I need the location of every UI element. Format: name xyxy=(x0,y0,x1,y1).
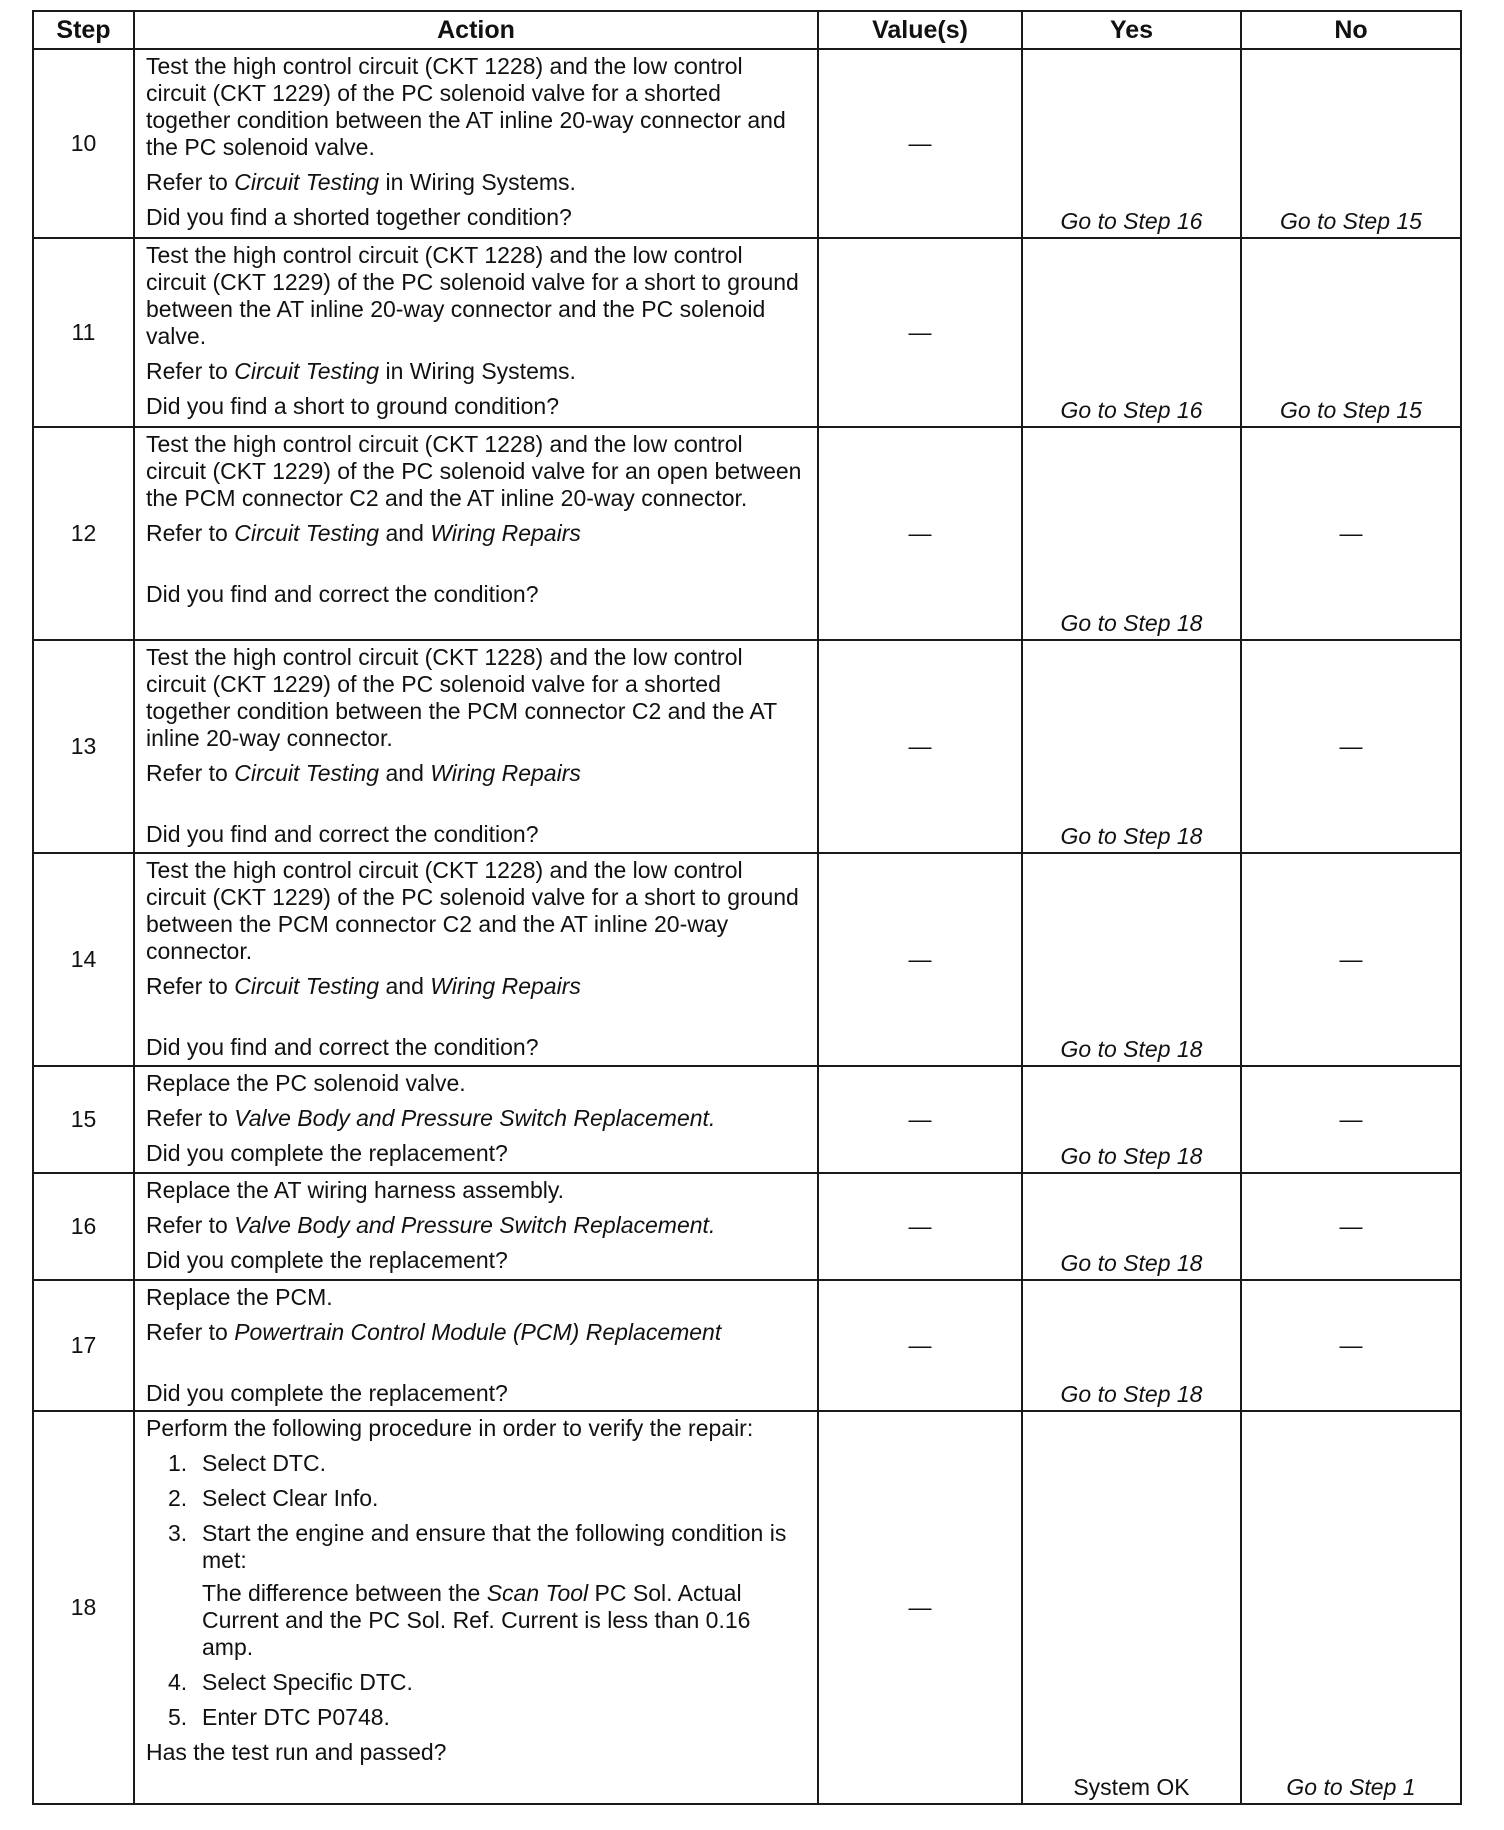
action-test-text: Replace the PCM. xyxy=(146,1284,333,1310)
action-test-text: Test the high control circuit (CKT 1228) and the low control circuit (CKT 1229) of the PC solenoid valve for a shorted together condition between the AT inline 20-way connector and the PC solenoid valve. xyxy=(146,53,786,160)
step-number: 12 xyxy=(33,427,134,640)
value-cell: — xyxy=(818,1066,1022,1173)
table-row xyxy=(33,49,1461,238)
table-row xyxy=(33,640,1461,853)
no-cell: Go to Step 15 xyxy=(1241,49,1461,238)
yes-cell: Go to Step 18 xyxy=(1022,853,1241,1066)
no-cell: Go to Step 1 xyxy=(1241,1411,1461,1804)
action-refer-text: Refer to Circuit Testing and Wiring Repairs xyxy=(146,973,581,999)
yes-cell: Go to Step 16 xyxy=(1022,49,1241,238)
yes-cell: Go to Step 18 xyxy=(1022,1066,1241,1173)
action-cell xyxy=(134,1411,818,1804)
action-question: Did you find a short to ground condition? xyxy=(146,393,559,419)
action-cell xyxy=(134,238,818,427)
value-cell: — xyxy=(818,853,1022,1066)
action-test-text: Replace the PC solenoid valve. xyxy=(146,1070,466,1096)
action-question: Did you find a shorted together condition? xyxy=(146,204,572,230)
table-row xyxy=(33,238,1461,427)
header-values: Value(s) xyxy=(818,11,1022,49)
no-cell: — xyxy=(1241,1280,1461,1411)
action-test-text: Perform the following procedure in order to verify the repair: xyxy=(146,1415,754,1441)
table-row xyxy=(33,1280,1461,1411)
no-cell: — xyxy=(1241,853,1461,1066)
no-cell: — xyxy=(1241,427,1461,640)
diagnostic-table xyxy=(32,10,1462,1805)
action-refer-text: Refer to Valve Body and Pressure Switch Replacement. xyxy=(146,1105,716,1131)
header-no: No xyxy=(1241,11,1461,49)
yes-cell: Go to Step 18 xyxy=(1022,427,1241,640)
action-cell xyxy=(134,49,818,238)
action-cell xyxy=(134,1173,818,1280)
action-test-text: Test the high control circuit (CKT 1228) and the low control circuit (CKT 1229) of the PC solenoid valve for a shorted together condition between the PCM connector C2 and the AT inline 20-way connector. xyxy=(146,644,777,751)
action-cell xyxy=(134,427,818,640)
table-row xyxy=(33,1411,1461,1804)
action-cell xyxy=(134,853,818,1066)
step-number: 17 xyxy=(33,1280,134,1411)
step-number: 10 xyxy=(33,49,134,238)
list-item: 5. Enter DTC P0748. xyxy=(168,1704,390,1730)
no-cell: — xyxy=(1241,1173,1461,1280)
procedure-list xyxy=(146,1450,807,1731)
value-cell: — xyxy=(818,49,1022,238)
value-cell: — xyxy=(818,1280,1022,1411)
table-row xyxy=(33,853,1461,1066)
action-test-text: Test the high control circuit (CKT 1228) and the low control circuit (CKT 1229) of the PC solenoid valve for a short to ground between the PCM connector C2 and the AT inline 20-way connector. xyxy=(146,857,799,964)
action-refer-text: Refer to Powertrain Control Module (PCM) Replacement xyxy=(146,1319,722,1345)
table-row xyxy=(33,1173,1461,1280)
value-cell: — xyxy=(818,427,1022,640)
no-cell: — xyxy=(1241,1066,1461,1173)
action-test-text: Test the high control circuit (CKT 1228) and the low control circuit (CKT 1229) of the PC solenoid valve for an open between the PCM connector C2 and the AT inline 20-way connector. xyxy=(146,431,802,511)
action-question: Did you find and correct the condition? xyxy=(146,821,539,847)
action-question: Did you complete the replacement? xyxy=(146,1247,508,1273)
step-number: 13 xyxy=(33,640,134,853)
action-question: Did you complete the replacement? xyxy=(146,1140,508,1166)
yes-cell: Go to Step 18 xyxy=(1022,640,1241,853)
action-refer-text: Refer to Circuit Testing in Wiring Systems. xyxy=(146,169,576,195)
header-yes: Yes xyxy=(1022,11,1241,49)
action-cell xyxy=(134,1066,818,1173)
action-question: Did you complete the replacement? xyxy=(146,1380,508,1406)
action-question: Did you find and correct the condition? xyxy=(146,1034,539,1060)
condition-note: The difference between the Scan Tool PC Sol. Actual Current and the PC Sol. Ref. Current is less than 0.16 amp. xyxy=(202,1580,751,1660)
action-refer-text: Refer to Circuit Testing in Wiring Systems. xyxy=(146,358,576,384)
value-cell: — xyxy=(818,1411,1022,1804)
action-refer-text: Refer to Circuit Testing and Wiring Repairs xyxy=(146,520,581,546)
list-item: 4. Select Specific DTC. xyxy=(168,1669,413,1695)
action-refer-text: Refer to Valve Body and Pressure Switch Replacement. xyxy=(146,1212,716,1238)
header-step: Step xyxy=(33,11,134,49)
list-item: 2. Select Clear Info. xyxy=(168,1485,379,1511)
action-cell xyxy=(134,1280,818,1411)
table-row xyxy=(33,427,1461,640)
step-number: 11 xyxy=(33,238,134,427)
header-row xyxy=(33,11,1461,49)
step-number: 14 xyxy=(33,853,134,1066)
no-cell: — xyxy=(1241,640,1461,853)
action-refer-text: Refer to Circuit Testing and Wiring Repairs xyxy=(146,760,581,786)
step-number: 15 xyxy=(33,1066,134,1173)
action-test-text: Test the high control circuit (CKT 1228) and the low control circuit (CKT 1229) of the PC solenoid valve for a short to ground between the AT inline 20-way connector and the PC solenoid valve. xyxy=(146,242,799,349)
list-item: 1. Select DTC. xyxy=(168,1450,326,1476)
step-number: 16 xyxy=(33,1173,134,1280)
yes-cell: System OK xyxy=(1022,1411,1241,1804)
yes-cell: Go to Step 16 xyxy=(1022,238,1241,427)
list-item: 3. Start the engine and ensure that the following condition is met: The difference between the Scan Tool PC Sol. Actual Current and the PC Sol. Ref. Current is less than 0.16 amp. xyxy=(146,1520,807,1661)
value-cell: — xyxy=(818,640,1022,853)
action-cell xyxy=(134,640,818,853)
value-cell: — xyxy=(818,238,1022,427)
action-test-text: Replace the AT wiring harness assembly. xyxy=(146,1177,565,1203)
header-action: Action xyxy=(134,11,818,49)
no-cell: Go to Step 15 xyxy=(1241,238,1461,427)
table-row xyxy=(33,1066,1461,1173)
step-number: 18 xyxy=(33,1411,134,1804)
value-cell: — xyxy=(818,1173,1022,1280)
yes-cell: Go to Step 18 xyxy=(1022,1173,1241,1280)
yes-cell: Go to Step 18 xyxy=(1022,1280,1241,1411)
action-question: Did you find and correct the condition? xyxy=(146,581,539,607)
action-question: Has the test run and passed? xyxy=(146,1739,447,1765)
